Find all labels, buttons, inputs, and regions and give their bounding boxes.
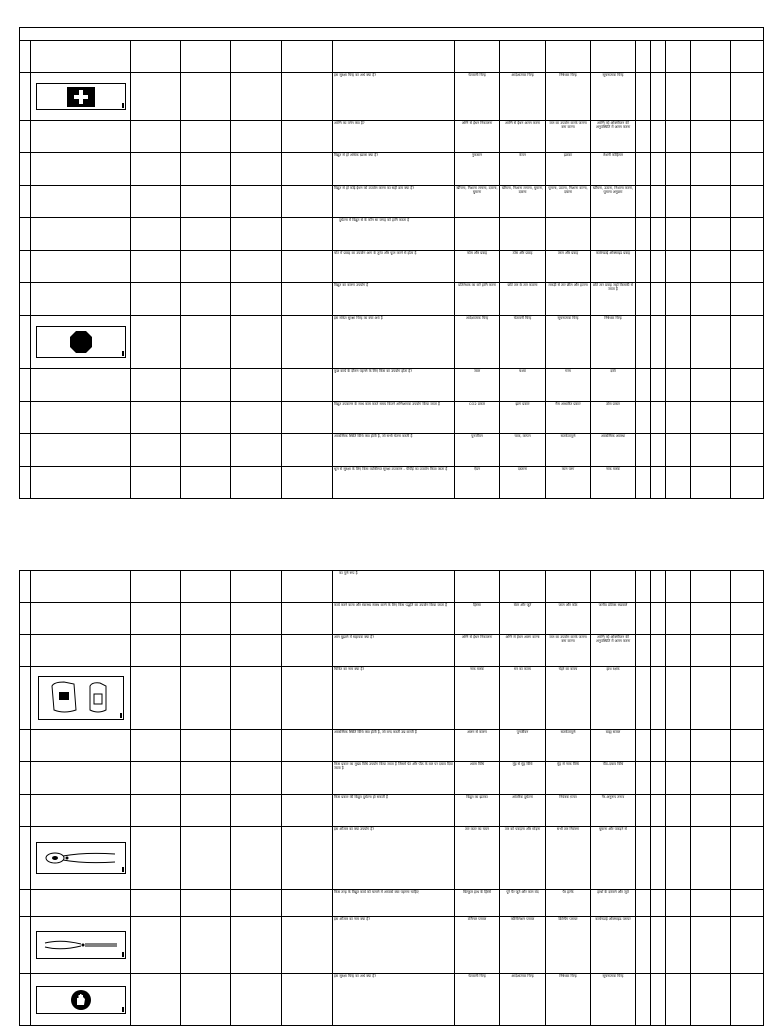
option-a: हिस्सा [455,603,500,635]
option-b: कोम्बिनेशन प्लायर [500,917,546,974]
question-text: इस सुरक्षा चिन्ह का अर्थ क्या है? [333,73,455,121]
question-text: इस संकेत सुरक्षा चिन्ह का क्या अर्थ है [333,316,455,369]
table-row [20,153,764,186]
table-row [20,121,764,153]
question-text: का पूर्ण रूप है [333,571,455,603]
quiz-table-1 [19,27,764,499]
option-a: टर्मिनल प्लायर [455,917,500,974]
option-c [546,571,591,603]
option-c: तरल और प्रवाह [546,251,591,283]
option-d [591,571,636,603]
table-row [20,730,764,762]
table-row [20,795,764,827]
table-row [20,667,764,730]
question-text: किस प्रकार की विद्युत दुर्घटना हो सकती है [333,795,455,827]
question-text: इस औजार का नाम क्या है? [333,917,455,974]
option-a: CO2 प्रकार [455,402,500,434]
option-d: ठोस प्रकार [591,402,636,434]
nose-pliers-icon [41,935,121,955]
option-a: आदेशात्मक चिन्ह [455,316,500,369]
question-text: धूल से सुरक्षा के लिए किस व्यक्तिगत सुरक्षा उपकरण - पीपीई का उपयोग किया जाता है [333,467,455,499]
question-text: किस तरह के विद्युत कार्य को चलाने में आपको क्या पहनना चाहिए [333,890,455,917]
title-row [20,28,764,41]
table-row [20,974,764,1026]
option-a: चेतावनी चिन्ह [455,73,500,121]
table-row [20,369,764,402]
option-b: पूरे पैर जूते और कान बंद [500,890,546,917]
option-c: लकड़ी से तार छील और हटाना [546,283,591,316]
question-image-cell [31,974,131,1026]
option-d: निषेधक चिन्ह [591,316,636,369]
option-a: फोम और प्रवाह [455,251,500,283]
glove-sign-icon [70,989,92,1011]
question-text: विद्युत उपकरण के साथ काम करते समय कितने अग्निशामक उपयोग किया जाता है [333,402,455,434]
option-d: हाथों के दस्ताने और जूते [591,890,636,917]
question-text: आग बुझाने में सहायक क्या है? [333,635,455,667]
first-aid-cross-icon [67,87,95,107]
option-d: कार्बनडाई ऑक्साइड प्लायर [591,917,636,974]
option-a: विद्युत का झटका [455,795,500,827]
option-b [500,218,546,251]
stop-octagon-icon [69,330,93,354]
option-a: अग्नि से ईंधन निकालना [455,635,500,667]
option-b: चश्मा [500,369,546,402]
option-c: गरम [546,369,591,402]
option-c [546,218,591,251]
option-c: झटका [546,153,591,186]
quiz-table-2 [19,570,764,1026]
option-a: ऐप्रन [455,467,500,499]
option-c: सूचनात्मक चिन्ह [546,316,591,369]
option-d: नाक मास्क [591,467,636,499]
option-a: अग्नि से ईंधन निकालना [455,121,500,153]
option-c: पैर हल्के [546,890,591,917]
option-a [455,218,500,251]
question-text: विद्युत का कारण उपयोग है [333,283,455,316]
option-d: गैर-अनुरूप तनाव [591,795,636,827]
question-text: आकस्मिक स्थिति विधि क्या होती है, जो बन्द करती उम्र करती है [333,730,455,762]
table-row [20,827,764,890]
option-b: छोटे तार के तार काटना [500,283,546,316]
option-d [591,218,636,251]
option-b: सर का कवच [500,667,546,730]
question-image-cell [31,917,131,974]
option-a: नुकसान [455,153,500,186]
option-d: छोटे तार प्रवाह जहाँ किसकी से जाता है [591,283,636,316]
table-row [20,41,764,73]
welding-helmet-icon [44,680,118,716]
table-row [20,73,764,121]
table-row [20,218,764,251]
option-d: पीठ-दबाव विधि [591,762,636,795]
table-row [20,917,764,974]
option-b: पुनर्जीवन [500,730,546,762]
question-text: इस सुरक्षा चिन्ह का अर्थ क्या है? [333,974,455,1026]
option-a: तार कटर का चयन [455,827,500,890]
option-b: चाक, कम्पन [500,434,546,467]
question-image-cell [31,316,131,369]
first-aid-sign-image [36,83,126,110]
option-b: अग्नि से ईंधन अलग करना [500,635,546,667]
option-a: श्वास विधि [455,762,500,795]
option-b: आंतरिक दुर्घटना [500,795,546,827]
option-a: नाक मास्क [455,667,500,730]
option-b: बेल्ट और जूते [500,603,546,635]
question-text: चोट में प्रवाह का उपयोग आग के तुरंत और फूल करने से होता है [333,251,455,283]
option-c: सभी तार नियंत्रण [546,827,591,890]
option-d: सूचनात्मक चिन्ह [591,974,636,1026]
option-c: जल का उपयोग करके जलना बना करना [546,635,591,667]
option-a: पुनर्जीवन [455,434,500,467]
question-text: विद्युत से हो कोई ईंधन को उपयोग करना का सही क्रम क्या है? [333,186,455,218]
option-c: नियंत्रक ग़लत [546,795,591,827]
question-image-cell [31,827,131,890]
option-b: खींचना, निशाना लगाना, घुमाना, दबाना [500,186,546,218]
option-b: दस्ताना [500,467,546,499]
option-c: निषेधक चिन्ह [546,974,591,1026]
option-c: चेहरे का कवच [546,667,591,730]
option-d: आग्नि को ऑक्सीजन की अनुपस्थिति में अलग करना [591,635,636,667]
option-d: घुमाना और पकड़ने से [591,827,636,890]
table-row [20,251,764,283]
option-a: अलग से कारण [455,730,500,762]
option-b: आदेशात्मक चिन्ह [500,73,546,121]
table-row [20,635,764,667]
table-row [20,890,764,917]
question-text: आकस्मिक स्थिति विधि क्या होती है, जो सभी चेतना करती है [333,434,455,467]
option-b: आदेशात्मक चिन्ह [500,974,546,1026]
option-d: हाथ रक्षक [591,667,636,730]
option-d: आग्नि को ऑक्सीजन की अनुपस्थिति में अलग करना [591,121,636,153]
option-d: आकस्मिक अवस्था [591,434,636,467]
question-text: कुछ कार्य के दौरान पहनने के लिए किस का उपयोग होता है? [333,369,455,402]
option-b: ठोस और प्रवाह [500,251,546,283]
question-image-cell [31,73,131,121]
option-a: खींचना, निशाना लगाना, दबाना, घुमाना [455,186,500,218]
table-row [20,762,764,795]
option-c: जल का उपयोग करके जलना बना करना [546,121,591,153]
option-d: दस्ते [591,369,636,402]
question-text: दुर्घटना में विद्युत से के कौन सा जगह को हानि करता है [333,218,455,251]
option-a: जाल [455,369,500,402]
table-row [20,283,764,316]
option-b: चेतावनी चिन्ह [500,316,546,369]
table-row [20,316,764,369]
option-b: आग्नि से ईंधन अलग करना [500,121,546,153]
option-c: मुंह से नाक विधि [546,762,591,795]
option-d: जलीय प्रोटेक्ट रखवाले [591,603,636,635]
table-row [20,603,764,635]
question-text: किस प्रकार का मुख्य विधि उपयोग किया जाता है जिसमें पेट और पीठ के बल पर दबाव दिया जाता है [333,762,455,795]
option-a: प्रतिरोधक का करें हानि करना [455,283,500,316]
option-d: बाह्य सजल [591,730,636,762]
option-c: कान प्लग [546,467,591,499]
table-row [20,467,764,499]
option-c: जाल और कोट [546,603,591,635]
question-text: चित्रित का नाम क्या है? [333,667,455,730]
question-text: इस औजार का क्या उपयोग है? [333,827,455,890]
table-row [20,186,764,218]
option-d: सूचनात्मक चिन्ह [591,73,636,121]
question-image-cell [31,667,131,730]
option-c: निषेधक चिन्ह [546,73,591,121]
cutting-pliers-icon [41,846,121,870]
option-c: सतर्कतापूर्ण [546,730,591,762]
option-c: गैस आधारित प्रकार [546,402,591,434]
table-row [20,571,764,603]
question-text: विद्युत से हो अधिक ख़तरा क्या है? [333,153,455,186]
option-d: कार्बनडाई ऑक्साइड प्रवाह [591,251,636,283]
option-b: झाग प्रकार [500,402,546,434]
option-a [455,571,500,603]
table-row [20,434,764,467]
option-b: मुंह से मुंह विधि [500,762,546,795]
stop-sign-image [36,326,126,358]
option-d: खींचना, उठाना, निशाना करना, घुमाना अनुक्रम [591,186,636,218]
welding-helmet-image [38,676,124,720]
option-d: रोशनी कोहिनल [591,153,636,186]
glove-sign-image [36,986,126,1014]
option-b: तार को पकड़ना और मोड़ना [500,827,546,890]
option-c: घुमाना, उठाना, निशाना करना, दबाना [546,186,591,218]
option-c: सतर्कतापूर्ण [546,434,591,467]
nose-pliers-image [36,931,126,959]
pliers-tool-image [36,842,126,874]
option-b: कंपन [500,153,546,186]
table-row [20,402,764,434]
option-b [500,571,546,603]
question-text: कार्य करने वाला और स्वास्थ्य स्वस्थ करने के लिए किस पद्धति का उपयोग किया जाता है [333,603,455,635]
option-a: बिल्कुल हाथ के हिस्से [455,890,500,917]
option-a: चेतावनी चिन्ह [455,974,500,1026]
option-c: क्रिम्पिंग प्लायर [546,917,591,974]
question-text: आग्नि का वर्गन क्या है? [333,121,455,153]
